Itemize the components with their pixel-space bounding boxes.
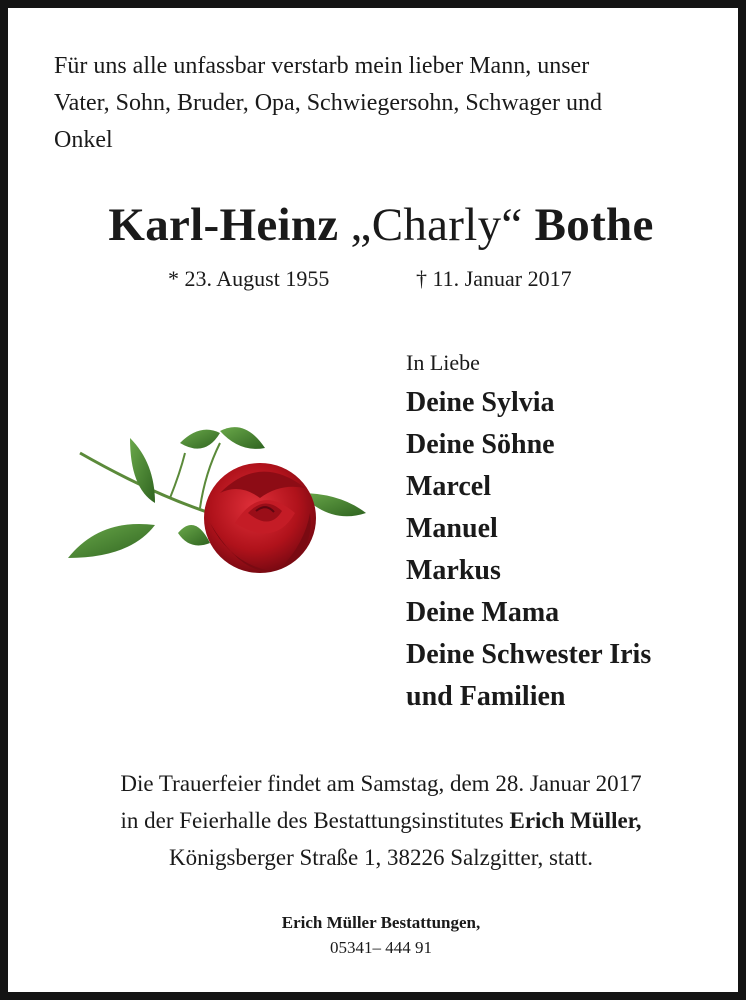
ceremony-notice	[8, 765, 746, 876]
ceremony-line	[8, 802, 746, 839]
first-name: Karl-Heinz	[108, 199, 339, 251]
intro-line: Vater, Sohn, Bruder, Opa, Schwiegersohn, Schwager und	[54, 90, 602, 116]
mourner-name: Manuel	[406, 513, 498, 544]
intro-line: Onkel	[54, 127, 113, 153]
ceremony-venue: in der Feierhalle des Bestattungsinstitutes	[120, 808, 504, 833]
mourner-name: Deine Schwester Iris	[406, 639, 652, 670]
intro-line: Für uns alle unfassbar verstarb mein lieber Mann, unser	[54, 53, 590, 79]
funeral-company: Erich Müller Bestattungen,	[281, 913, 481, 932]
deceased-name	[8, 195, 746, 255]
intro-text	[54, 48, 714, 159]
mourner-name: und Familien	[406, 681, 566, 712]
mourners-list	[406, 348, 736, 718]
footer	[8, 910, 746, 960]
last-name: Bothe	[534, 199, 654, 251]
phone-number: 05341– 444 91	[330, 938, 432, 957]
mourner-name: Deine Sylvia	[406, 387, 555, 418]
ceremony-line: Die Trauerfeier findet am Samstag, dem 28. Januar 2017	[120, 771, 642, 796]
birth-date: * 23. August 1955	[168, 266, 330, 291]
mourner-name: Deine Mama	[406, 597, 560, 628]
ceremony-line: Königsberger Straße 1, 38226 Salzgitter, statt.	[168, 845, 594, 870]
funeral-home-name: Erich Müller,	[509, 808, 642, 833]
nickname: „Charly“	[350, 199, 523, 251]
mourner-name: Deine Söhne	[406, 429, 555, 460]
mourner-name: Marcel	[406, 471, 491, 502]
rose-image	[60, 413, 370, 588]
mourner-name: Markus	[406, 555, 501, 586]
mourners-lead: In Liebe	[406, 350, 480, 375]
death-date: † 11. Januar 2017	[416, 266, 572, 291]
